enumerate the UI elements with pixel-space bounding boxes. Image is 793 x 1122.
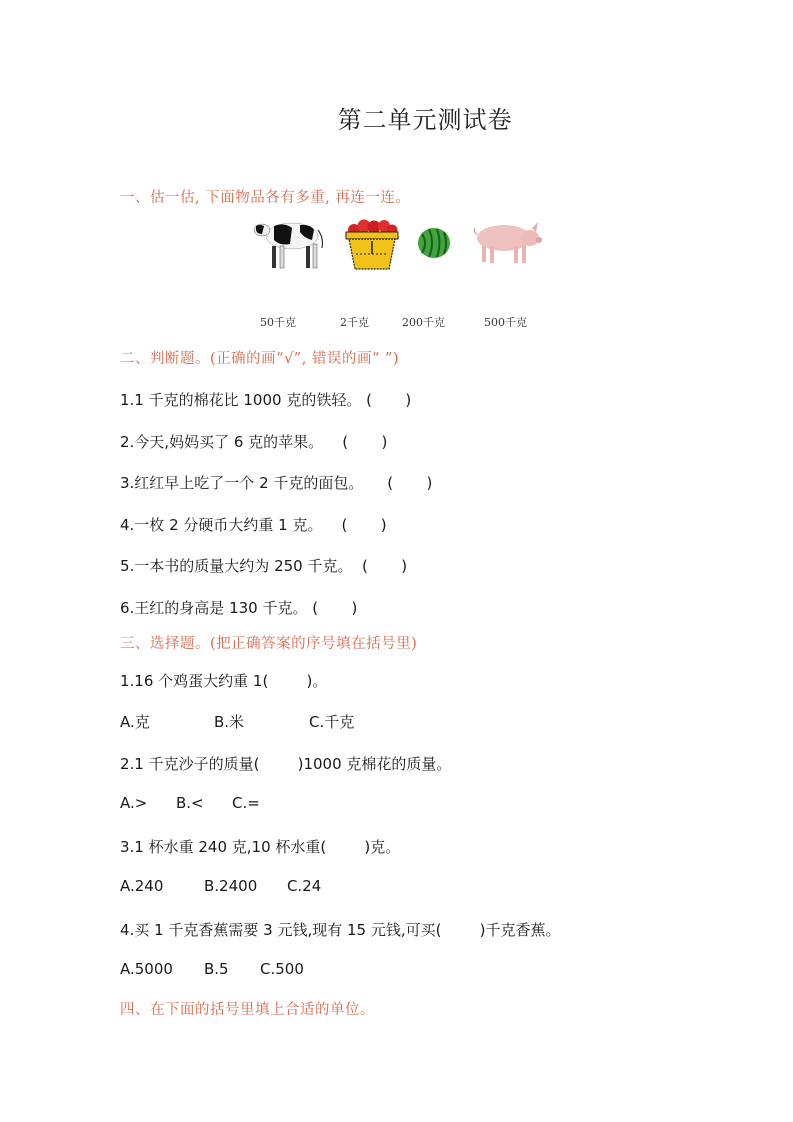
choice-option: C.千克 — [309, 713, 355, 731]
judgment-question: 3.红红早上吃了一个 2 千克的面包。 ( ) — [120, 474, 433, 492]
watermelon-icon — [416, 226, 452, 260]
choice-question: 1.16 个鸡蛋大约重 1( )。 — [120, 672, 328, 690]
section-1-heading: 一、估一估, 下面物品各有多重, 再连一连。 — [120, 190, 411, 206]
choice-option: B.2400 — [204, 877, 258, 895]
judgment-question: 2.今天,妈妈买了 6 克的苹果。 ( ) — [120, 433, 388, 451]
choice-option: A.240 — [120, 877, 164, 895]
choice-option: A.> — [120, 794, 148, 812]
choice-option: A.5000 — [120, 960, 173, 978]
judgment-question: 4.一枚 2 分硬币大约重 1 克。 ( ) — [120, 516, 387, 534]
choice-option: C.24 — [287, 877, 322, 895]
weight-label: 50千克 — [260, 316, 296, 329]
choice-option: B.米 — [214, 713, 245, 731]
page-title: 第二单元测试卷 — [337, 106, 513, 134]
choice-question: 2.1 千克沙子的质量( )1000 克棉花的质量。 — [120, 755, 452, 773]
choice-option: C.= — [232, 794, 260, 812]
judgment-question: 5.一本书的质量大约为 250 千克。 ( ) — [120, 557, 408, 575]
weight-options — [256, 314, 556, 332]
weight-label: 2千克 — [340, 316, 369, 329]
section-2-heading: 二、判断题。(正确的画“√”, 错误的画“ ”) — [120, 351, 400, 367]
choice-question: 4.买 1 千克香蕉需要 3 元钱,现有 15 元钱,可买( )千克香蕉。 — [120, 921, 561, 939]
choice-option: B.5 — [204, 960, 229, 978]
choice-option: C.500 — [260, 960, 304, 978]
weight-label: 200千克 — [402, 316, 445, 329]
choice-option: B.< — [176, 794, 204, 812]
item-images — [250, 214, 550, 276]
section-4-heading: 四、在下面的括号里填上合适的单位。 — [120, 1002, 375, 1018]
fruit-basket-icon — [344, 214, 400, 272]
cow-icon — [252, 214, 326, 272]
judgment-question: 1.1 千克的棉花比 1000 克的铁轻。 ( ) — [120, 391, 412, 409]
choice-question: 3.1 杯水重 240 克,10 杯水重( )克。 — [120, 838, 401, 856]
weight-label: 500千克 — [484, 316, 527, 329]
section-3-heading: 三、选择题。(把正确答案的序号填在括号里) — [120, 636, 418, 652]
judgment-question: 6.王红的身高是 130 千克。 ( ) — [120, 599, 358, 617]
choice-option: A.克 — [120, 713, 150, 731]
pig-icon — [472, 220, 542, 266]
